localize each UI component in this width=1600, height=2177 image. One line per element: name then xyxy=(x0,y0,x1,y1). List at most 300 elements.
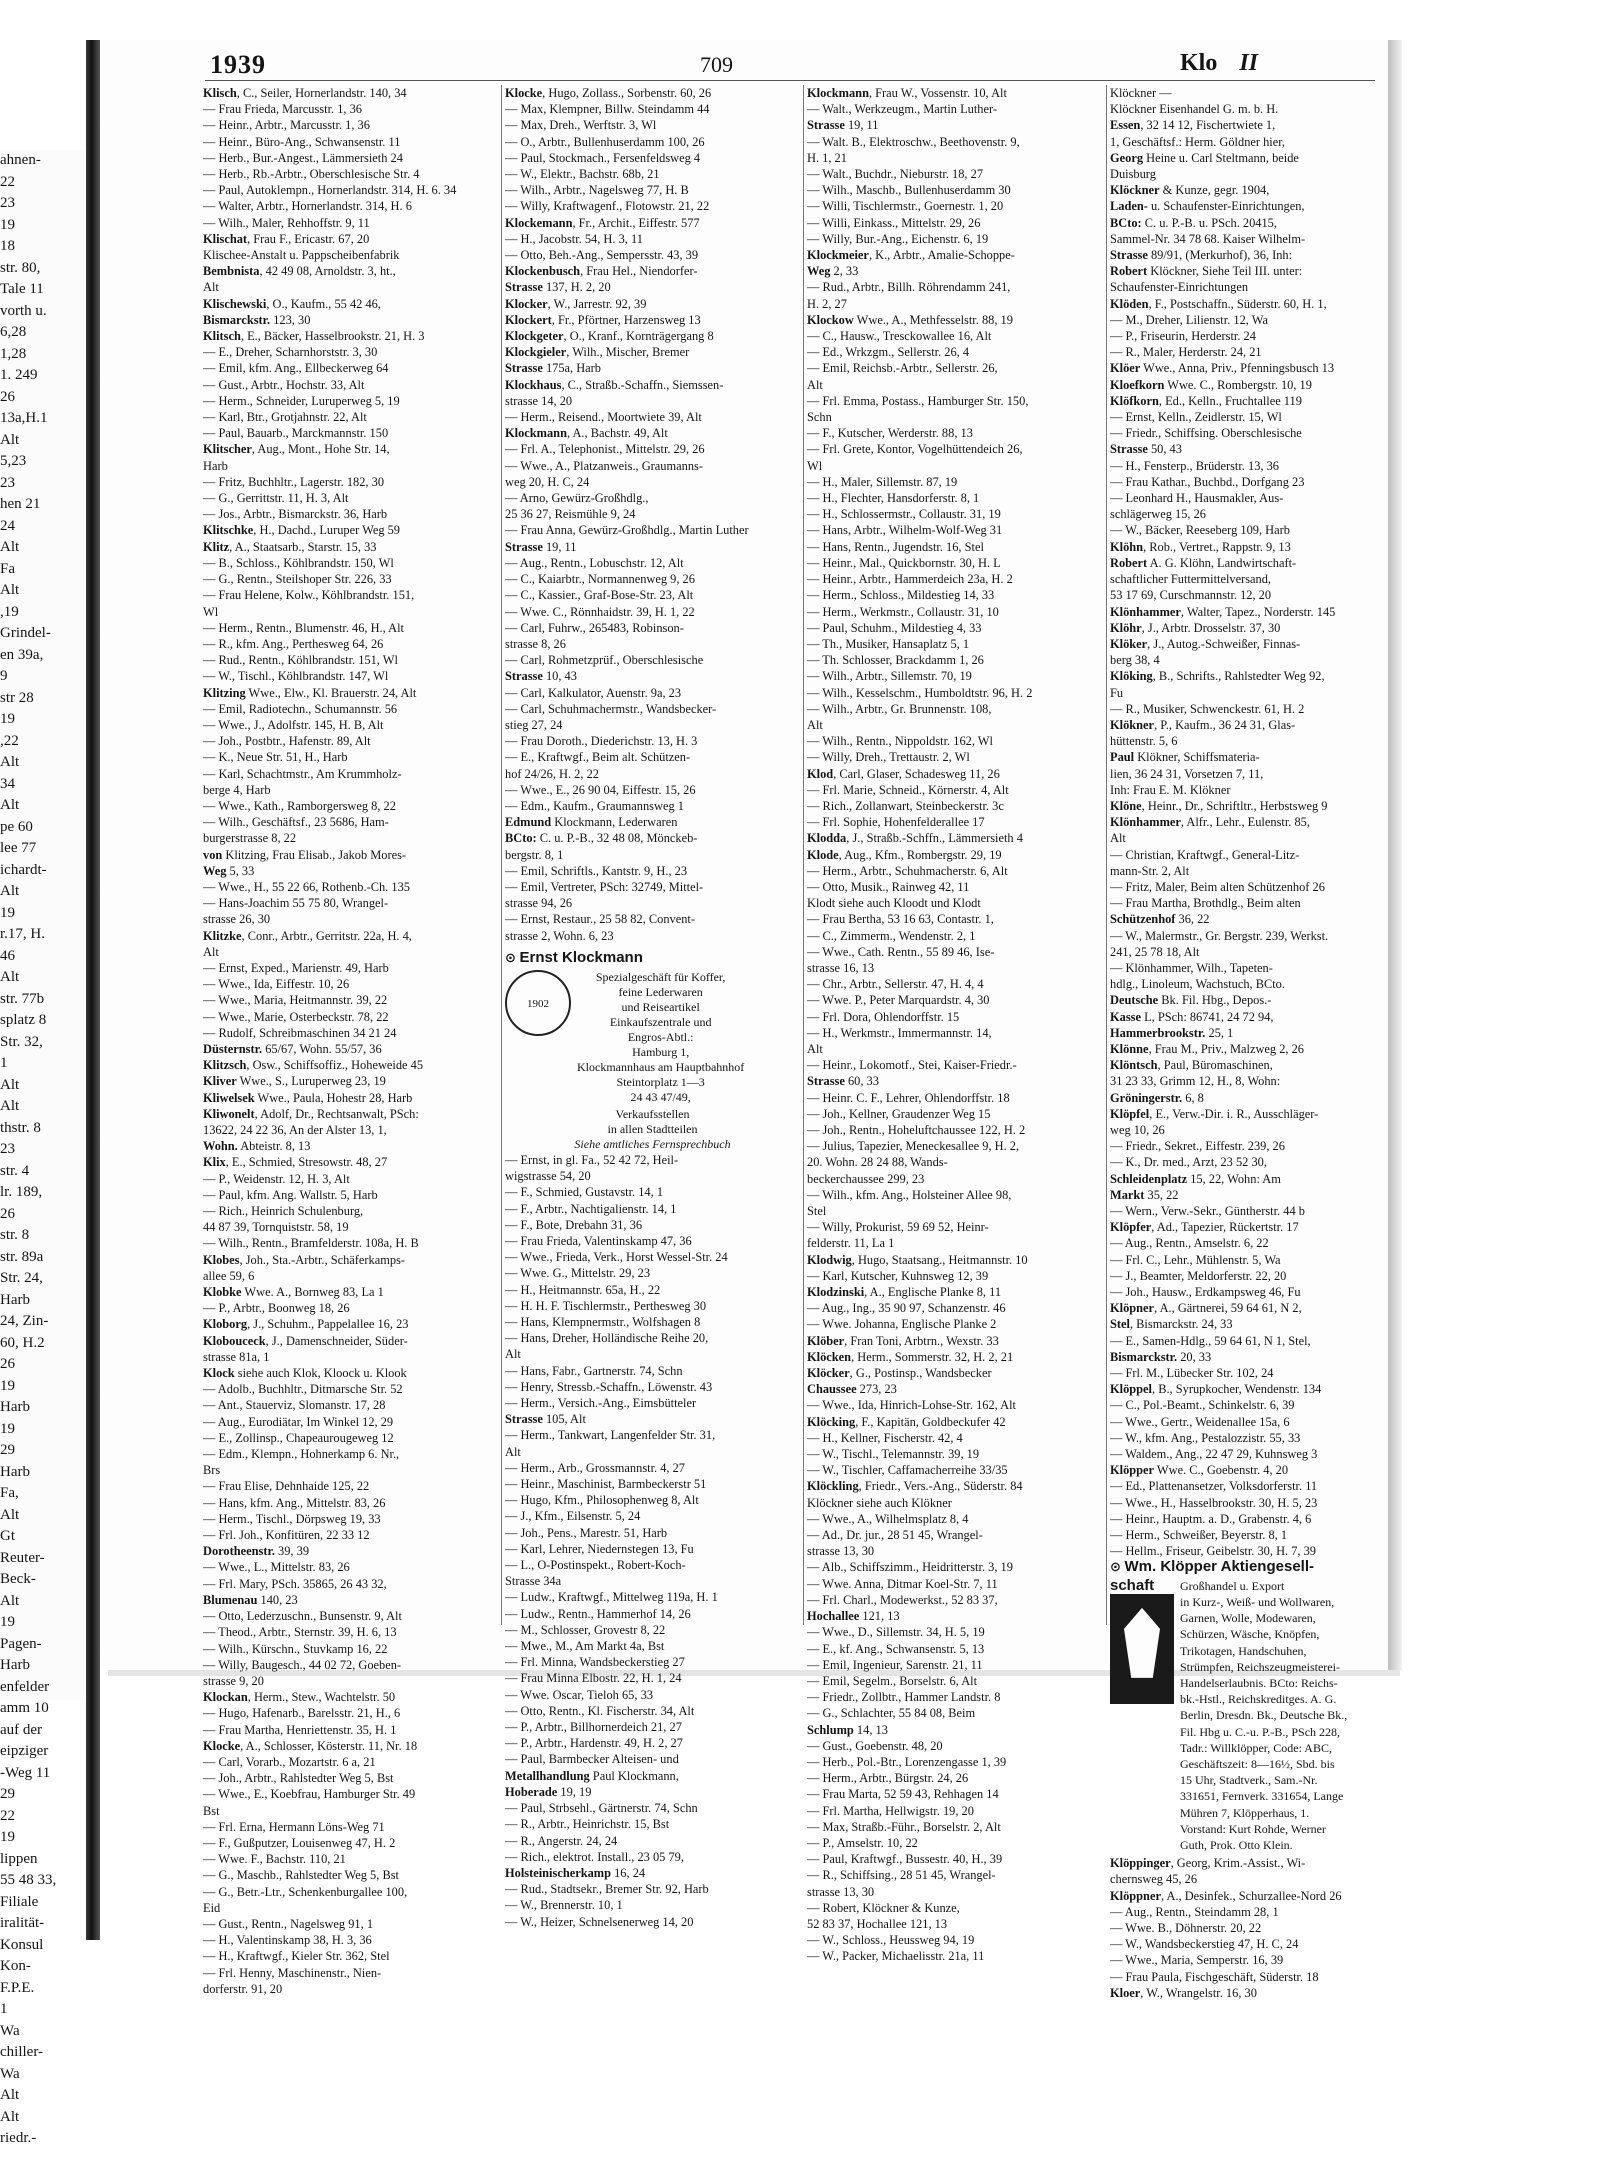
directory-entry: Klöne, Heinr., Dr., Schriftltr., Herbstsweg 9 xyxy=(1110,798,1328,813)
directory-entry: Hochallee 121, 13 xyxy=(807,1609,900,1624)
left-page-fragment: Fa xyxy=(0,560,15,577)
directory-entry: — Emil, Vertreter, PSch: 32749, Mittel- xyxy=(505,879,704,894)
book-spine xyxy=(86,40,100,1940)
left-page-fragment: 5,23 xyxy=(0,453,27,469)
directory-entry: — Ludw., Rentn., Hammerhof 14, 26 xyxy=(505,1606,691,1621)
left-page-fragment: 1,28 xyxy=(0,345,27,362)
left-page-fragment: Grindel- xyxy=(0,625,51,641)
running-head-text: Klo xyxy=(1180,50,1218,76)
directory-entry: — W., Schloss., Heussweg 94, 19 xyxy=(807,1933,975,1948)
left-page-fragment: str. 80, xyxy=(0,259,41,276)
entry-surname: Strasse xyxy=(505,539,543,554)
left-page-fragment: Wa xyxy=(0,2065,20,2082)
directory-entry: Klöckner Eisenhandel G. m. b. H. xyxy=(1110,102,1279,117)
entry-surname: Georg xyxy=(1110,150,1144,165)
directory-entry: — Max, Dreh., Werftstr. 3, Wl xyxy=(505,118,657,133)
directory-entry: — Frl. Grete, Kontor, Vogelhüttendeich 26, xyxy=(807,442,1023,457)
directory-entry: Klocke, A., Schlosser, Kösterstr. 11, Nr. 18 xyxy=(203,1738,418,1753)
directory-entry: — J., Beamter, Meldorferstr. 22, 20 xyxy=(1110,1268,1287,1283)
directory-entry: berg 38, 4 xyxy=(1110,653,1160,668)
directory-entry: Strasse 10, 43 xyxy=(505,669,577,684)
registered-circle-icon: ⊙ xyxy=(505,949,520,965)
directory-entry: — H., Flechter, Hansdorferstr. 8, 1 xyxy=(807,491,980,506)
directory-entry: — Wilh., Geschäftsf., 23 5686, Ham- xyxy=(203,815,389,830)
left-page-fragment: 60, H.2 xyxy=(0,1334,45,1351)
entry-surname: Kloefkorn xyxy=(1110,377,1165,392)
left-page-fragment: ,19 xyxy=(0,603,19,620)
directory-entry: — Karl, Lehrer, Niedernstegen 13, Fu xyxy=(505,1541,694,1556)
directory-entry: Klitschke, H., Dachd., Luruper Weg 59 xyxy=(203,523,400,538)
entry-surname: Klöppner xyxy=(1110,1888,1161,1903)
directory-entry: Sammel-Nr. 34 78 68. Kaiser Wilhelm- xyxy=(1110,231,1306,246)
left-page-fragment: Pagen- xyxy=(0,1635,42,1652)
page-number: 709 xyxy=(700,52,733,77)
entry-surname: Schleidenplatz xyxy=(1110,1171,1188,1186)
directory-entry: allee 59, 6 xyxy=(203,1268,255,1283)
left-page-fragment: Harb xyxy=(0,1291,30,1308)
directory-entry: — Wilh., Maschb., Bullenhuserdamm 30 xyxy=(807,183,1011,198)
directory-entry: Alt xyxy=(1110,831,1126,846)
left-page-fragment: 18 xyxy=(0,238,15,254)
entry-surname: BCto: xyxy=(1110,215,1142,230)
directory-entry: Kliver Wwe., S., Luruperweg 23, 19 xyxy=(203,1074,386,1089)
advert-line: Verkaufsstellen xyxy=(615,1106,690,1121)
directory-entry: — C., Hausw., Tresckowallee 16, Alt xyxy=(807,329,992,344)
directory-entry: — Karl, Kutscher, Kuhnsweg 12, 39 xyxy=(807,1268,989,1283)
directory-entry: — Robert, Klöckner & Kunze, xyxy=(807,1900,960,1915)
left-page-fragment: 23 xyxy=(0,474,15,491)
seal-logo-icon xyxy=(505,970,571,1036)
directory-entry: Klönne, Frau M., Priv., Malzweg 2, 26 xyxy=(1110,1041,1305,1056)
directory-entry: Strasse 175a, Harb xyxy=(505,361,602,376)
left-page-fragment: 26 xyxy=(0,1205,15,1222)
left-page-fragment: 23 xyxy=(0,195,15,211)
advert-kloepper-block xyxy=(1110,1578,1390,1853)
entry-surname: Wohn. xyxy=(203,1139,238,1154)
left-page-fragment: 22 xyxy=(0,1807,15,1824)
directory-entry: Klockhaus, C., Straßb.-Schaffn., Siemssen- xyxy=(505,377,724,392)
directory-entry: — Walt., Buchdr., Nieburstr. 18, 27 xyxy=(807,167,984,182)
left-page-fragment: Alt xyxy=(0,539,20,555)
directory-entry: — Herm., Schweißer, Beyerstr. 8, 1 xyxy=(1110,1528,1288,1543)
running-head xyxy=(1180,50,1258,77)
directory-entry: — Rich., elektrot. Install., 23 05 79, xyxy=(505,1849,684,1864)
directory-entry: 13622, 24 22 36, An der Alster 13, 1, xyxy=(203,1123,387,1137)
directory-entry: Klöking, B., Schrifts., Rahlstedter Weg 92, xyxy=(1110,669,1325,684)
advert-line: Vorstand: Kurt Rohde, Werner xyxy=(1180,1821,1326,1836)
left-page-fragment: lee 77 xyxy=(0,840,37,856)
directory-entry: Strasse 34a xyxy=(505,1574,562,1589)
directory-entry: — Frl. A., Telephonist., Mittelstr. 29, 26 xyxy=(505,442,705,457)
left-page-fragment: Reuter- xyxy=(0,1549,45,1566)
directory-entry: Klöpfel, E., Verw.-Dir. i. R., Ausschläger- xyxy=(1110,1106,1319,1121)
directory-entry: Klocke, Hugo, Zollass., Sorbenstr. 60, 26 xyxy=(505,86,712,100)
directory-entry: — Ludw., Kraftwgf., Mittelweg 119a, H. 1 xyxy=(505,1590,718,1605)
directory-entry: — H., Jacobstr. 54, H. 3, 11 xyxy=(505,231,643,246)
directory-entry: — Heinr., Arbtr., Marcusstr. 1, 36 xyxy=(203,118,370,133)
directory-entry: — Max, Klempner, Billw. Steindamm 44 xyxy=(505,102,710,117)
directory-entry: Klockmeier, K., Arbtr., Amalie-Schoppe- xyxy=(807,248,1015,263)
directory-entry: Schlump 14, 13 xyxy=(807,1722,888,1737)
directory-entry: — R., Schiffsing., 28 51 45, Wrangel- xyxy=(807,1868,996,1883)
directory-entry: — Herm., Arb., Grossmannstr. 4, 27 xyxy=(505,1460,685,1475)
directory-entry: hüttenstr. 5, 6 xyxy=(1110,734,1178,749)
directory-entry: Klischewski, O., Kaufm., 55 42 46, xyxy=(203,296,381,311)
directory-entry: strasse 14, 20 xyxy=(505,393,573,408)
header-rule xyxy=(205,80,1375,81)
entry-surname: Klitzing xyxy=(203,685,246,700)
directory-entry: Fu xyxy=(1110,685,1124,700)
directory-entry: — Emil, Ingenieur, Sarenstr. 21, 11 xyxy=(807,1657,983,1672)
directory-entry: — Wwe. Johanna, Englische Planke 2 xyxy=(807,1317,997,1332)
left-page-fragment: 26 xyxy=(0,1356,15,1372)
directory-entry: — Wwe., Marie, Osterbeckstr. 78, 22 xyxy=(203,1009,389,1024)
entry-surname: Klock xyxy=(203,1366,235,1381)
left-page-fragment: Alt xyxy=(0,1098,20,1114)
directory-entry: — Heinr., Lokomotf., Stei, Kaiser-Friedr.- xyxy=(807,1058,1017,1073)
directory-entry: — F., Arbtr., Nachtigalienstr. 14, 1 xyxy=(505,1201,677,1216)
entry-surname: Dorotheenstr. xyxy=(203,1544,275,1559)
directory-entry: Klock siehe auch Klok, Kloock u. Klook xyxy=(203,1366,407,1381)
entry-surname: Robert xyxy=(1110,555,1148,570)
entry-surname: von xyxy=(203,847,223,862)
directory-entry: strasse 16, 13 xyxy=(807,960,875,975)
entry-surname: Hoberade xyxy=(505,1784,558,1799)
directory-entry: — Ernst, Kelln., Zeidlerstr. 15, Wl xyxy=(1110,410,1282,425)
directory-entry: — Wilh., kfm. Ang., Holsteiner Allee 98, xyxy=(807,1187,1012,1202)
directory-entry: — Wwe., H., 55 22 66, Rothenb.-Ch. 135 xyxy=(203,879,410,894)
directory-entry: — Wwe., H., Hasselbrookstr. 30, H. 5, 23 xyxy=(1110,1495,1318,1510)
directory-entry: — Wwe., Ida, Eiffestr. 10, 26 xyxy=(203,977,350,992)
entry-surname: Klitz xyxy=(203,539,230,554)
directory-entry: Klobke Wwe. A., Bornweg 83, La 1 xyxy=(203,1285,384,1300)
directory-entry: — Wwe., Frieda, Verk., Horst Wessel-Str. 24 xyxy=(505,1250,728,1265)
entry-surname: Klöhn xyxy=(1110,539,1144,554)
directory-entry: Hoberade 19, 19 xyxy=(505,1784,592,1799)
directory-entry: Klitz, A., Staatsarb., Starstr. 15, 33 xyxy=(203,539,377,554)
directory-entry: — Ad., Dr. jur., 28 51 45, Wrangel- xyxy=(807,1528,983,1543)
directory-entry: Markt 35, 22 xyxy=(1110,1187,1179,1202)
directory-entry: — Heinr., Maschinist, Barmbeckerstr 51 xyxy=(505,1477,707,1492)
directory-entry: — Th. Schlosser, Brackdamm 1, 26 xyxy=(807,653,984,668)
entry-surname: Klobouceck xyxy=(203,1333,266,1348)
registered-circle-icon: ⊙ xyxy=(1110,1559,1125,1575)
entry-surname: Klöker xyxy=(1110,636,1148,651)
entry-surname: Klobke xyxy=(203,1285,242,1300)
entry-surname: Klöcken xyxy=(807,1349,852,1364)
directory-entry: — W., Tischl., Köhlbrandstr. 147, Wl xyxy=(203,669,389,684)
directory-entry: — Frl. Minna, Wandsbeckerstieg 27 xyxy=(505,1655,685,1670)
directory-entry: — J., Kfm., Eilsenstr. 5, 24 xyxy=(505,1509,641,1524)
entry-surname: Klöpner xyxy=(1110,1301,1155,1316)
entry-surname: Metallhandlung xyxy=(505,1768,590,1783)
directory-entry: — Wwe. G., Mittelstr. 29, 23 xyxy=(505,1266,651,1281)
directory-entry: chernsweg 45, 26 xyxy=(1110,1872,1198,1887)
directory-entry: — Frau Helene, Kolw., Köhlbrandstr. 151, xyxy=(203,588,415,603)
directory-entry: mann-Str. 2, Alt xyxy=(1110,863,1190,878)
directory-entry: Kliwonelt, Adolf, Dr., Rechtsanwalt, PSch: xyxy=(203,1106,419,1121)
directory-entry: — Wilh., Rentn., Bramfelderstr. 108a, H. B xyxy=(203,1236,419,1251)
left-page-fragment: Alt xyxy=(0,754,20,770)
advert-line: bk.-Hstl., Reichskreditges. A. G. xyxy=(1180,1692,1337,1707)
directory-entry: — Carl, Kalkulator, Auenstr. 9a, 23 xyxy=(505,685,682,700)
directory-entry: — Wwe., Ida, Hinrich-Lohse-Str. 162, Alt xyxy=(807,1398,1016,1413)
entry-surname: Klockenbusch xyxy=(505,264,581,279)
directory-entry: — Edm., Kaufm., Graumannsweg 1 xyxy=(505,798,684,813)
directory-entry: — Wwe. B., Döhnerstr. 20, 22 xyxy=(1110,1920,1262,1935)
left-page-fragment: Harb xyxy=(0,1657,30,1673)
directory-entry: 20. Wohn. 28 24 88, Wands- xyxy=(807,1155,948,1170)
directory-entry: Klöhr, J., Arbtr. Drosselstr. 37, 30 xyxy=(1110,620,1281,635)
directory-entry: — Paul, Stockmach., Fersenfeldsweg 4 xyxy=(505,150,701,165)
directory-entry: — R., Arbtr., Heinrichstr. 15, Bst xyxy=(505,1817,670,1832)
directory-entry: — Rudolf, Schreibmaschinen 34 21 24 xyxy=(203,1025,397,1040)
left-page-fragment: lr. 189, xyxy=(0,1184,43,1200)
directory-entry: — C., Kaiarbtr., Normannenweg 9, 26 xyxy=(505,572,695,587)
directory-entry: — Walt., Werkzeugm., Martin Luther- xyxy=(807,102,997,117)
directory-entry: — Aug., Rentn., Amselstr. 6, 22 xyxy=(1110,1236,1269,1251)
directory-entry: — M., Schlosser, Grovestr 8, 22 xyxy=(505,1622,666,1637)
directory-entry: beckerchaussee 299, 23 xyxy=(807,1171,925,1186)
left-page-fragment: Str. 24, xyxy=(0,1270,43,1286)
directory-entry: — Fritz, Buchhltr., Lagerstr. 182, 30 xyxy=(203,474,385,489)
advert-klockmann-box xyxy=(505,970,800,1105)
advert-line: Einkaufszentrale und xyxy=(609,1014,712,1029)
entry-surname: Düsternstr. xyxy=(203,1041,263,1056)
directory-entry: Eid xyxy=(203,1900,221,1915)
running-head-roman: II xyxy=(1239,50,1259,76)
directory-entry: — Wwe., Gertr., Weidenallee 15a, 6 xyxy=(1110,1414,1290,1429)
entry-surname: Bismarckstr. xyxy=(1110,1349,1178,1364)
advert-line: Trikotagen, Handschuhen, xyxy=(1180,1643,1307,1658)
directory-entry: — Aug., Rentn., Steindamm 28, 1 xyxy=(1110,1904,1279,1919)
directory-entry: — Wilh., Rentn., Nippoldstr. 162, Wl xyxy=(807,734,993,749)
entry-surname: Weg xyxy=(203,863,227,878)
entry-surname: Klockow xyxy=(807,312,854,327)
entry-surname: Klockgeter xyxy=(505,329,564,344)
entry-surname: BCto: xyxy=(505,831,537,846)
left-page-fragment: Alt xyxy=(0,797,20,813)
directory-entry: — Paul, Strbsehl., Gärtnerstr. 74, Schn xyxy=(505,1801,698,1816)
left-page-fragment: 1 xyxy=(0,2001,8,2017)
directory-entry: Alt xyxy=(505,1444,521,1459)
entry-surname: Strasse xyxy=(807,1074,845,1089)
directory-entry: Klöcker, G., Postinsp., Wandsbecker xyxy=(807,1366,992,1381)
directory-entry: Klockenbusch, Frau Hel., Niendorfer- xyxy=(505,264,698,279)
directory-entry: dorferstr. 91, 20 xyxy=(203,1981,283,1996)
directory-entry: — E., Dreher, Scharnhorststr. 3, 30 xyxy=(203,345,378,360)
directory-entry: Klöckling, Friedr., Vers.-Ang., Süderstr. 84 xyxy=(807,1479,1023,1494)
directory-entry: — Wilh., Kesselschm., Humboldtstr. 96, H. 2 xyxy=(807,685,1033,700)
directory-entry: strasse 13, 30 xyxy=(807,1544,875,1559)
left-page-fragment: Alt xyxy=(0,969,20,985)
directory-entry: — Rud., Arbtr., Billh. Röhrendamm 241, xyxy=(807,280,1011,295)
left-page-fragment: 26 xyxy=(0,388,15,405)
entry-surname: Strasse xyxy=(505,280,543,295)
directory-entry: Klönhammer, Alfr., Lehr., Eulenstr. 85, xyxy=(1110,815,1310,830)
left-page-fragment: iralität- xyxy=(0,1915,45,1931)
directory-entry: — Otto, Lederzuschn., Bunsenstr. 9, Alt xyxy=(203,1609,402,1624)
directory-entry: — W., Malermstr., Gr. Bergstr. 239, Werkst. xyxy=(1110,928,1329,943)
entry-surname: Klockemann xyxy=(505,215,573,230)
advert-line: Fil. Hbg u. C.-u. P.-B., PSch 228, xyxy=(1180,1724,1341,1739)
directory-entry: — R., kfm. Ang., Perthesweg 64, 26 xyxy=(203,636,384,651)
directory-entry: — Herm., Arbtr., Bürgstr. 24, 26 xyxy=(807,1771,969,1786)
directory-entry: Bembnista, 42 49 08, Arnoldstr. 3, ht., xyxy=(203,264,396,279)
entry-surname: Klischat xyxy=(203,231,248,246)
directory-entry: Strasse 19, 11 xyxy=(807,118,879,133)
page-edge xyxy=(1388,40,1402,1670)
directory-entry: Klönhammer, Walter, Tapez., Norderstr. 145 xyxy=(1110,604,1336,619)
entry-surname: Klodzinski xyxy=(807,1285,865,1300)
left-page-fragment: Alt xyxy=(0,2087,20,2103)
advert-line: Guth, Prok. Otto Klein. xyxy=(1180,1837,1293,1852)
left-page-fragment: vorth u. xyxy=(0,302,47,319)
advert-kloepper-body xyxy=(1180,1578,1347,1853)
directory-entry: — W., kfm. Ang., Pestalozzistr. 55, 33 xyxy=(1110,1430,1301,1445)
directory-entry: — Hellm., Friseur, Geibelstr. 30, H. 7, 39 xyxy=(1110,1544,1316,1559)
entry-surname: Klöckner xyxy=(1110,183,1160,198)
directory-entry: — Frau Paula, Fischgeschäft, Süderstr. 18 xyxy=(1110,1969,1319,1984)
directory-entry: — Wwe., L., Mittelstr. 83, 26 xyxy=(203,1560,350,1575)
directory-entry: — Otto, Musik., Rainweg 42, 11 xyxy=(807,879,970,894)
entry-surname: Klöden xyxy=(1110,296,1149,311)
directory-entry: — G., Gerrittstr. 11, H. 3, Alt xyxy=(203,491,349,506)
directory-entry: — W., Elektr., Bachstr. 68b, 21 xyxy=(505,167,660,182)
directory-entry: strasse 9, 20 xyxy=(203,1673,264,1688)
directory-entry: — Frl. Erna, Hermann Löns-Weg 71 xyxy=(203,1819,385,1834)
directory-entry: 31 23 33, Grimm 12, H., 8, Wohn: xyxy=(1110,1074,1281,1089)
entry-surname: Chaussee xyxy=(807,1382,857,1397)
directory-entry: — Ernst, in gl. Fa., 52 42 72, Heil- xyxy=(505,1152,679,1167)
advert-klockmann-branches xyxy=(505,1107,800,1152)
advert-klockmann-name: Ernst Klockmann xyxy=(519,948,643,966)
directory-entry: — Wwe. P., Peter Marquardstr. 4, 30 xyxy=(807,993,990,1008)
directory-entry: Klockmann, A., Bachstr. 49, Alt xyxy=(505,426,668,441)
entry-surname: Strasse xyxy=(505,1412,543,1427)
entry-surname: Klöhr xyxy=(1110,620,1142,635)
directory-entry: Bismarckstr. 20, 33 xyxy=(1110,1349,1212,1364)
directory-entry: — W., Brennerstr. 10, 1 xyxy=(505,1898,623,1913)
directory-entry: — Otto, Beh.-Ang., Sempersstr. 43, 39 xyxy=(505,248,699,263)
directory-entry: — Adolb., Buchhltr., Ditmarsche Str. 52 xyxy=(203,1382,403,1397)
directory-entry: — G., Rentn., Steilshoper Str. 226, 33 xyxy=(203,572,392,587)
kloepper-house-logo-icon xyxy=(1110,1594,1174,1704)
directory-entry: — F., Bote, Drebahn 31, 36 xyxy=(505,1217,643,1232)
left-page-fragment: 19 xyxy=(0,1420,15,1437)
directory-entry: — Herb., Bur.-Angest., Lämmersieth 24 xyxy=(203,150,403,165)
directory-entry: Kloborg, J., Schuhm., Pappelallee 16, 23 xyxy=(203,1317,409,1332)
directory-entry: Laden- u. Schaufenster-Einrichtungen, xyxy=(1110,199,1305,214)
directory-entry: strasse 94, 26 xyxy=(505,896,573,911)
directory-entry: — Friedr., Sekret., Eiffestr. 239, 26 xyxy=(1110,1139,1285,1154)
directory-entry: — F., Gußputzer, Louisenweg 47, H. 2 xyxy=(203,1835,396,1850)
directory-entry: — H., Valentinskamp 38, H. 3, 36 xyxy=(203,1933,372,1948)
directory-entry: Klod, Carl, Glaser, Schadesweg 11, 26 xyxy=(807,766,1000,781)
directory-entry: — Hans, Rentn., Jugendstr. 16, Stel xyxy=(807,539,984,554)
left-page-fragment: str. 4 xyxy=(0,1162,30,1179)
column-divider xyxy=(501,85,502,1625)
directory-entry: — C., Zimmerm., Wendenstr. 2, 1 xyxy=(807,928,976,943)
left-page-fragment: auf der xyxy=(0,1721,43,1738)
directory-entry: Alt xyxy=(807,377,823,392)
directory-entry: Klöker, J., Autog.-Schweißer, Finnas- xyxy=(1110,636,1301,651)
directory-entry: BCto: C. u. P.-B. u. PSch. 20415, xyxy=(1110,215,1277,230)
directory-entry: — C., Pol.-Beamt., Schinkelstr. 6, 39 xyxy=(1110,1398,1295,1413)
directory-entry: Harb xyxy=(203,458,228,473)
directory-entry: — K., Dr. med., Arzt, 23 52 30, xyxy=(1110,1155,1267,1170)
directory-entry: — Frl. Charl., Modewerkst., 52 83 37, xyxy=(807,1592,998,1607)
directory-entry: — Emil, kfm. Ang., Ellbeckerweg 64 xyxy=(203,361,389,376)
directory-entry: Klodt siehe auch Kloodt und Klodt xyxy=(807,896,981,911)
entry-surname: Bembnista xyxy=(203,264,260,279)
directory-entry: 1, Geschäftsf.: Herm. Göldner hier, xyxy=(1110,134,1285,149)
directory-entry: Alt xyxy=(203,280,219,295)
directory-entry: — Herm., Schloss., Mildestieg 14, 33 xyxy=(807,588,995,603)
directory-entry: Klischat, Frau F., Ericastr. 67, 20 xyxy=(203,231,370,246)
directory-entry: Klockan, Herm., Stew., Wachtelstr. 50 xyxy=(203,1690,396,1705)
directory-entry: — Ernst, Exped., Marienstr. 49, Harb xyxy=(203,960,389,975)
entry-surname: Klockert xyxy=(505,312,552,327)
directory-entry: — Frau Frieda, Marcusstr. 1, 36 xyxy=(203,102,362,117)
directory-entry: Schaufenster-Einrichtungen xyxy=(1110,280,1249,295)
directory-entry: — G., Betr.-Ltr., Schenkenburgallee 100, xyxy=(203,1884,408,1899)
directory-entry: — Wwe., Cath. Rentn., 55 89 46, Ise- xyxy=(807,944,995,959)
entry-surname: Klitzsch xyxy=(203,1058,247,1073)
entry-surname: Paul xyxy=(1110,750,1135,765)
directory-entry: — Frl. Martha, Hellwigstr. 19, 20 xyxy=(807,1803,974,1818)
directory-entry: H. 2, 27 xyxy=(807,296,847,311)
entry-surname: Klöcker xyxy=(807,1366,850,1381)
left-page-fragment: Str. 32, xyxy=(0,1033,43,1050)
directory-entry: — Joh., Hausw., Erdkampsweg 46, Fu xyxy=(1110,1285,1301,1300)
directory-entry: Hammerbrookstr. 25, 1 xyxy=(1110,1025,1234,1040)
directory-entry: — Wilh., Maler, Rehhoffstr. 9, 11 xyxy=(203,215,370,230)
entry-surname: Klockan xyxy=(203,1690,248,1705)
directory-entry: — Wwe., Kath., Ramborgersweg 8, 22 xyxy=(203,798,396,813)
directory-entry: Wohn. Abteistr. 8, 13 xyxy=(203,1139,311,1154)
directory-entry: — Emil, Reichsb.-Arbtr., Sellerstr. 26, xyxy=(807,361,998,376)
left-page-fragment: Alt xyxy=(0,1592,20,1609)
directory-entry: — Emil, Schriftls., Kantstr. 9, H., 23 xyxy=(505,863,688,878)
entry-surname: Strasse xyxy=(1110,248,1148,263)
advert-line: 24 43 47/49, xyxy=(630,1089,691,1104)
directory-entry: — Friedr., Schiffsing. Oberschlesische xyxy=(1110,426,1302,441)
directory-entry: — Fritz, Maler, Beim alten Schützenhof 26 xyxy=(1110,879,1325,894)
directory-entry: — Herb., Pol.-Btr., Lorenzengasse 1, 39 xyxy=(807,1754,1007,1769)
advert-kloepper-name-2: schaft xyxy=(1110,1576,1155,1594)
directory-entry: — H., Maler, Sillemstr. 87, 19 xyxy=(807,474,958,489)
directory-entry: Strasse 19, 11 xyxy=(505,539,577,554)
directory-entry: — Emil, Segelm., Borselstr. 6, Alt xyxy=(807,1673,978,1688)
directory-entry: — M., Dreher, Lilienstr. 12, Wa xyxy=(1110,312,1268,327)
directory-entry: — Ant., Stauerviz, Slomanstr. 17, 28 xyxy=(203,1398,386,1413)
directory-entry: Klöhn, Rob., Vertret., Rappstr. 9, 13 xyxy=(1110,539,1291,554)
directory-entry: — Jos., Arbtr., Bismarckstr. 36, Harb xyxy=(203,507,388,522)
entry-surname: Klobes xyxy=(203,1252,240,1267)
left-page-fragment: str. 8 xyxy=(0,1227,30,1243)
advert-line: Garnen, Wolle, Modewaren, xyxy=(1180,1611,1316,1626)
advert-line: Schürzen, Wäsche, Knöpfen, xyxy=(1180,1627,1320,1642)
directory-entry: — F., Schmied, Gustavstr. 14, 1 xyxy=(505,1185,664,1200)
directory-entry: — Frau Kathar., Buchbd., Dorfgang 23 xyxy=(1110,474,1305,489)
left-page-fragment: 1 xyxy=(0,1055,8,1071)
directory-entry: Wl xyxy=(807,458,823,473)
directory-entry: — Friedr., Zollbtr., Hammer Landstr. 8 xyxy=(807,1690,1001,1705)
advert-line: 15 Uhr, Stadtverk., Sam.-Nr. xyxy=(1180,1773,1318,1788)
directory-entry: BCto: C. u. P.-B., 32 48 08, Mönckeb- xyxy=(505,831,698,846)
entry-surname: Klöer xyxy=(1110,361,1141,376)
